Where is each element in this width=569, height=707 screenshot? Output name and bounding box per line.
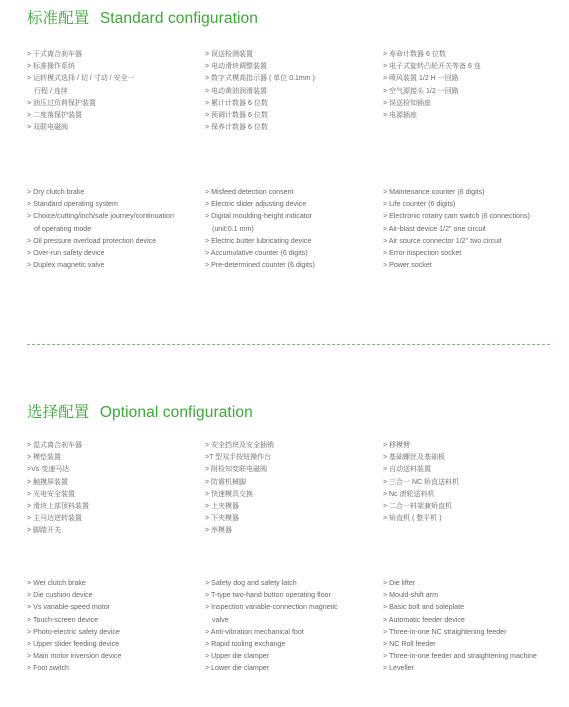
list-item: > 寿命计数器 6 位数 [383,51,446,58]
list-item: > Touch-screen device [27,615,99,624]
list-item: > Inspection variable-connection magnetic [205,603,338,612]
list-item: > Upper slider feeding device [27,640,120,649]
standard-zh-col1 [27,49,207,134]
list-item: > Nc 滚轮送料机 [383,490,435,498]
list-item: > 安全挡块及安全插销 [205,442,275,449]
list-item: > Standard operating system [27,200,118,209]
list-item: > Vs variable-speed motor [27,603,110,612]
optional-title-zh: 选择配置 [27,404,90,421]
standard-en-col2 [205,186,385,271]
list-item: > 数字式模高指示器 ( 单位 0.1mm ) [205,75,315,83]
list-item: > 标准操作系统 [27,63,76,71]
optional-en-col3 [383,577,563,675]
list-item: > Die lifter [383,579,416,587]
optional-config-title [27,400,253,422]
list-item: > Maintenance counter (6 digits) [383,188,485,196]
list-item: > 二合一料架兼矫直机 [383,503,453,511]
list-item: > Main motor inversion device [27,652,122,661]
list-item: > 误送检知插座 [383,99,432,107]
optional-zh-col2 [205,440,385,538]
standard-config-title [27,6,258,28]
list-item: > Upper die clamper [205,652,270,661]
standard-en-col1 [27,186,207,271]
list-item: > Life counter (6 digits) [383,200,456,209]
list-item: >Vs 变速马达 [27,466,70,474]
standard-zh-col3 [383,49,563,122]
list-item: > Choice/cutting/inch/safe journey/continuation [27,212,174,221]
list-item: > 光电安全装置 [27,490,76,498]
standard-title-en: Standard configuration [99,10,258,27]
list-item: > Electronic rotatry cam switch (6 connections) [383,212,530,221]
list-item: > Air-blast device 1/2" one circuit [383,224,486,233]
list-item: > Electric slider adjusting device [205,200,307,209]
list-item: (unit:0.1 mm) [212,224,254,233]
list-item: > 电源插座 [383,112,418,120]
list-item: > NC Roll feeder [383,640,436,649]
list-item: > 运转模式选择 / 切 / 寸动 / 安全一 [27,75,135,83]
optional-en-col1 [27,577,207,675]
list-item: > Accumulative counter (6 digits) [205,249,308,258]
list-item: > 空气源接头 1/2 一回路 [383,87,459,95]
list-item: > Die cushion device [27,591,93,600]
list-item: > 保养计数器 6 位数 [205,124,268,132]
list-item: > 电子式旋转凸轮开关等备 6 连 [383,63,481,71]
optional-title-en: Optional configuration [99,404,253,421]
list-item: > Mould-shift arm [383,591,438,600]
list-item: > 误送检测装置 [205,51,254,58]
list-item: > Safety dog and safety latch [205,579,297,587]
optional-zh-col1 [27,440,207,538]
list-item: >T 型双手按钮操作台 [205,454,272,462]
list-item: > 电动滑块调整装置 [205,63,268,71]
list-item: > Air source connector 1/2" two circuit [383,236,502,245]
list-item: > 防震机械脚 [205,478,247,486]
optional-zh-col3 [383,440,563,525]
list-item: > Misfeed detection consent [205,188,294,196]
list-item: of operating mode [34,224,92,233]
list-item: > 主马达逆转装置 [27,515,83,523]
list-item: > Power socket [383,261,432,270]
list-item: > 下夹模器 [205,515,240,523]
list-item: > Wet clutch brake [27,579,86,587]
list-item: > Photo-electric safety device [27,627,120,636]
list-item: > 三合一 NC 矫直送料机 [383,478,460,486]
list-item: > 湿式离合刹车器 [27,442,83,449]
list-item: > 累计计数器 6 位数 [205,99,268,107]
list-item: > 油压过负荷保护装置 [27,99,97,107]
list-item: > Electric butter lubricating device [205,236,312,245]
list-item: > Foot switch [27,664,69,673]
list-item: > 基础螺丝及基础板 [383,454,446,462]
list-item: > Leveller [383,664,414,673]
list-item: > 双联电磁阀 [27,124,69,132]
list-item: > 上夹模器 [205,503,240,511]
list-item: > 矫直机 ( 整平机 ) [383,515,442,523]
list-item: > 快速模具交换 [205,490,254,498]
list-item: > T-type two-hand button operating floor [205,591,331,600]
list-item: > Dry clutch brake [27,188,85,196]
list-item: > 干式离合刹车器 [27,51,83,58]
list-item: 行程 / 连续 [34,87,68,95]
list-item: > 触摸屏装置 [27,478,69,486]
list-item: > Digital moulding-height indicator [205,212,313,221]
list-item: valve [212,615,229,624]
list-item: > 自动送料装置 [383,466,432,474]
list-item: > Oil pressure overload protection device [27,236,157,245]
list-item: > 喷风装置 1/2 H 一回路 [383,75,459,83]
list-item: > 预调计数器 6 位数 [205,112,268,120]
standard-title-zh: 标准配置 [27,10,90,27]
list-item: > Three-in-one feeder and straightening machine [383,652,537,661]
list-item: > Over-run safety device [27,249,105,258]
list-item: > Rapid tooling exchange [205,640,286,649]
list-item: > Error inspection socket [383,249,462,258]
standard-en-col3 [383,186,563,271]
list-item: > Duplex magnetic valve [27,261,105,270]
list-item: > Automatic feeder device [383,615,465,624]
list-item: > 脚踏开关 [27,527,62,535]
list-item: > Lower die clamper [205,664,270,673]
list-item: > Anti-vibration mechanical foot [205,627,304,636]
standard-zh-col2 [205,49,385,134]
list-item: > Basic bolt and soleplate [383,603,465,612]
list-item: > 附检知变联电磁阀 [205,466,268,474]
list-item: > Pre-determined counter (6 digits) [205,261,315,270]
section-divider [27,344,550,345]
list-item: > Three-in-one NC straightening feeder [383,627,507,636]
list-item: > 模垫装置 [27,454,62,462]
list-item: > 二度落保护装置 [27,112,83,120]
list-item: > 电动黄油润滑装置 [205,87,268,95]
list-item: > 滑块上部顶料装置 [27,503,90,511]
list-item: > 举模器 [205,527,233,535]
list-item: > 移模臂 [383,442,411,449]
optional-en-col2 [205,577,385,675]
